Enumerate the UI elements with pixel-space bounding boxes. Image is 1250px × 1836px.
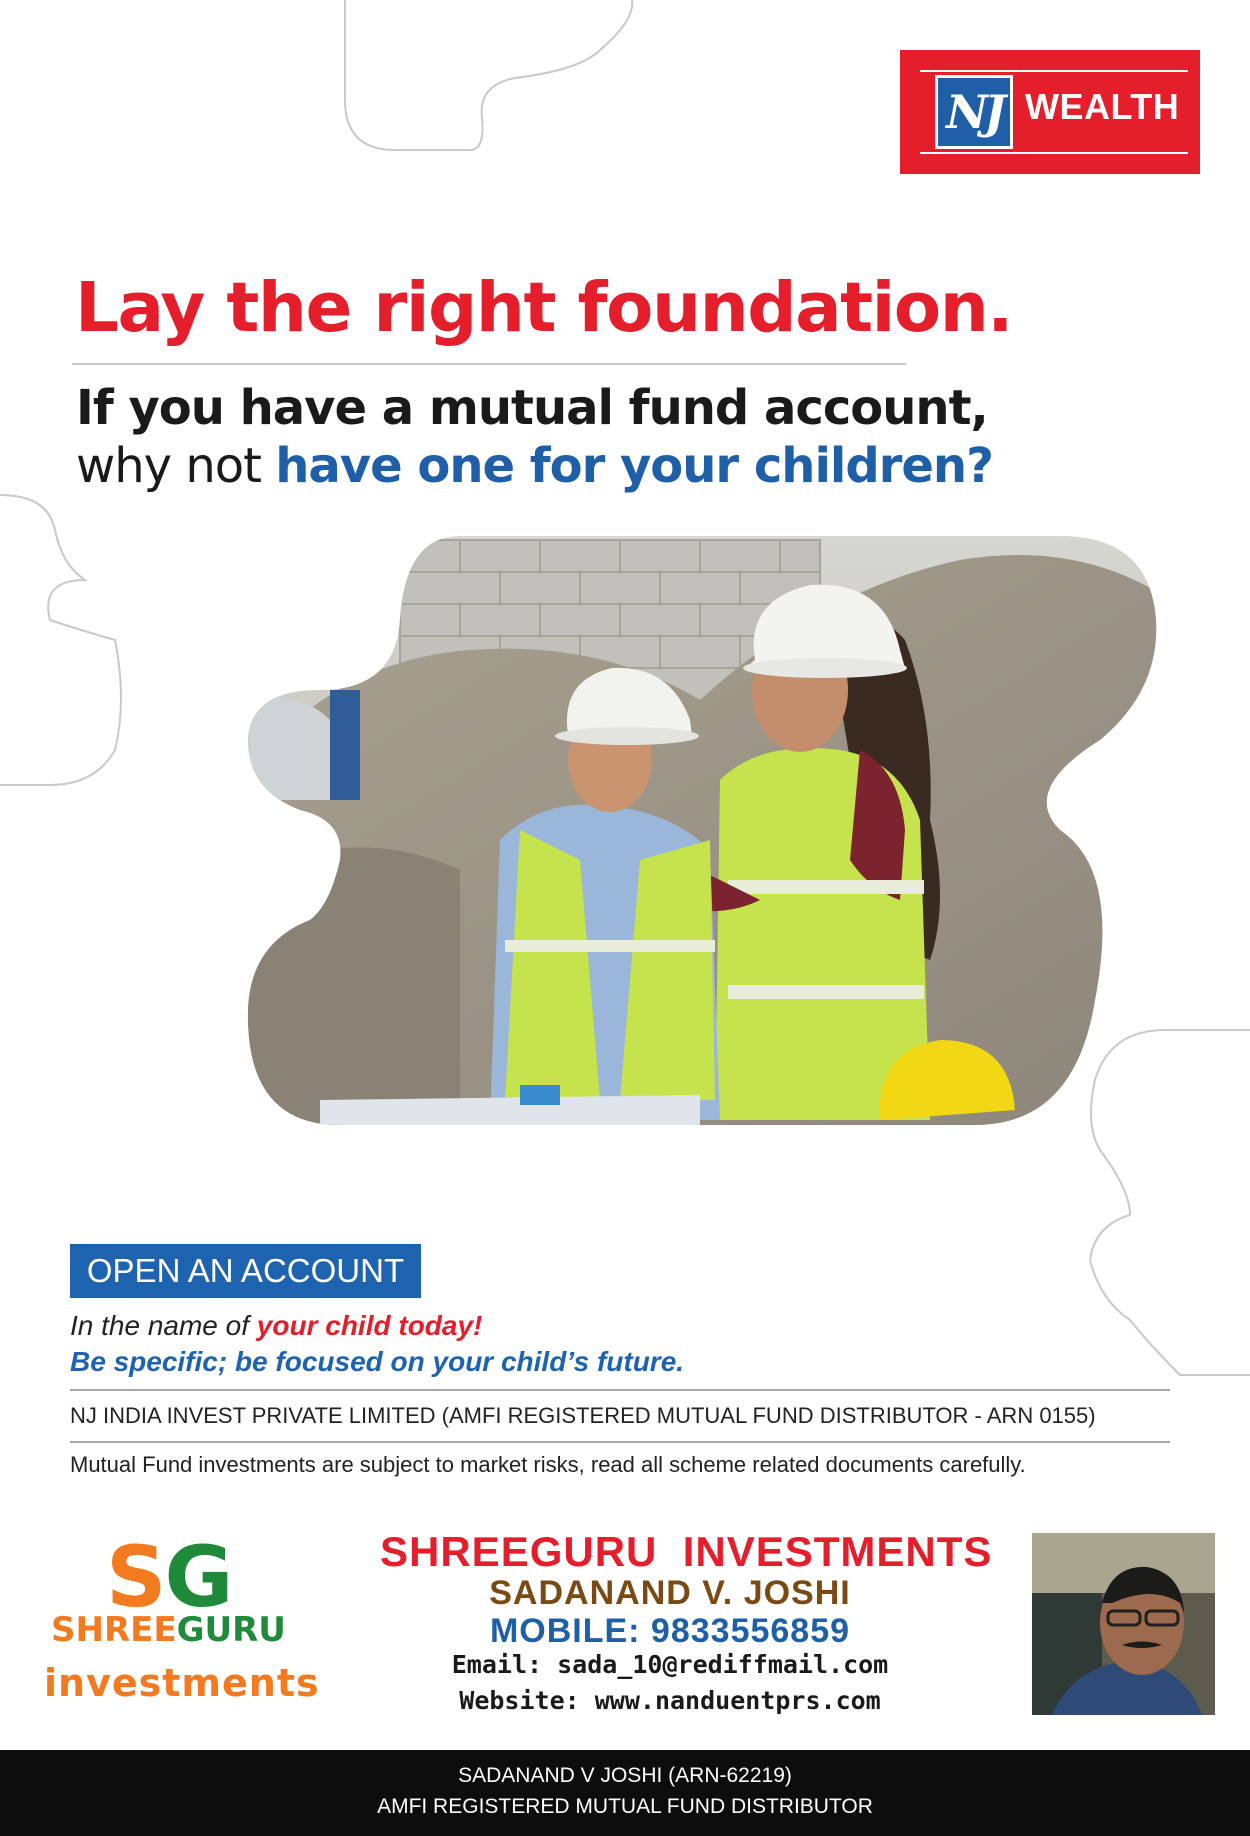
footer-line1: SADANAND V JOSHI (ARN-62219) bbox=[458, 1764, 792, 1787]
disclaimer-divider-top bbox=[70, 1389, 1170, 1391]
cta-line1-highlight: your child today! bbox=[256, 1310, 483, 1341]
nj-mark-text: NJ bbox=[938, 78, 1010, 146]
shreeguru-logo-tagline: investments bbox=[44, 1661, 320, 1705]
shreeguru-logo-name bbox=[51, 1610, 286, 1650]
logo-name-shree: SHREE bbox=[51, 1610, 177, 1650]
footer-line2: AMFI REGISTERED MUTUAL FUND DISTRIBUTOR bbox=[377, 1795, 873, 1818]
open-account-button[interactable]: OPEN AN ACCOUNT bbox=[70, 1244, 421, 1298]
mobile-number[interactable]: MOBILE: 9833556859 bbox=[489, 1612, 851, 1650]
logo-letter-g: G bbox=[164, 1528, 232, 1626]
person-name: SADANAND V. JOSHI bbox=[489, 1574, 851, 1612]
logo-wordmark: WEALTH bbox=[1025, 86, 1180, 127]
cta-line2: Be specific; be focused on your child’s future. bbox=[70, 1346, 685, 1377]
disclaimer-divider-bottom bbox=[70, 1441, 1170, 1443]
footer-bar bbox=[0, 1750, 1250, 1836]
logo-name-guru: GURU bbox=[176, 1610, 286, 1650]
subhead-plain: why not bbox=[76, 438, 276, 494]
logo-letter-s: S bbox=[106, 1528, 165, 1626]
website-link[interactable]: Website: www.nanduentprs.com bbox=[459, 1686, 881, 1715]
firm-name: SHREEGURU INVESTMENTS bbox=[380, 1528, 993, 1575]
email-address[interactable]: Email: sada_10@rediffmail.com bbox=[451, 1650, 889, 1679]
cta-line1-plain: In the name of bbox=[70, 1310, 257, 1341]
cta-line1 bbox=[70, 1310, 482, 1342]
shreeguru-logo-mark bbox=[106, 1528, 232, 1626]
company-disclaimer: NJ INDIA INVEST PRIVATE LIMITED (AMFI REGISTERED MUTUAL FUND DISTRIBUTOR - ARN 0155) bbox=[70, 1403, 1096, 1428]
distributor-portrait-photo bbox=[1032, 1533, 1215, 1715]
subhead-highlight: have one for your children? bbox=[275, 438, 993, 494]
subhead-line1: If you have a mutual fund account, bbox=[76, 380, 988, 436]
headline: Lay the right foundation. bbox=[75, 268, 1013, 348]
risk-disclaimer: Mutual Fund investments are subject to market risks, read all scheme related documents carefully. bbox=[70, 1452, 1026, 1477]
